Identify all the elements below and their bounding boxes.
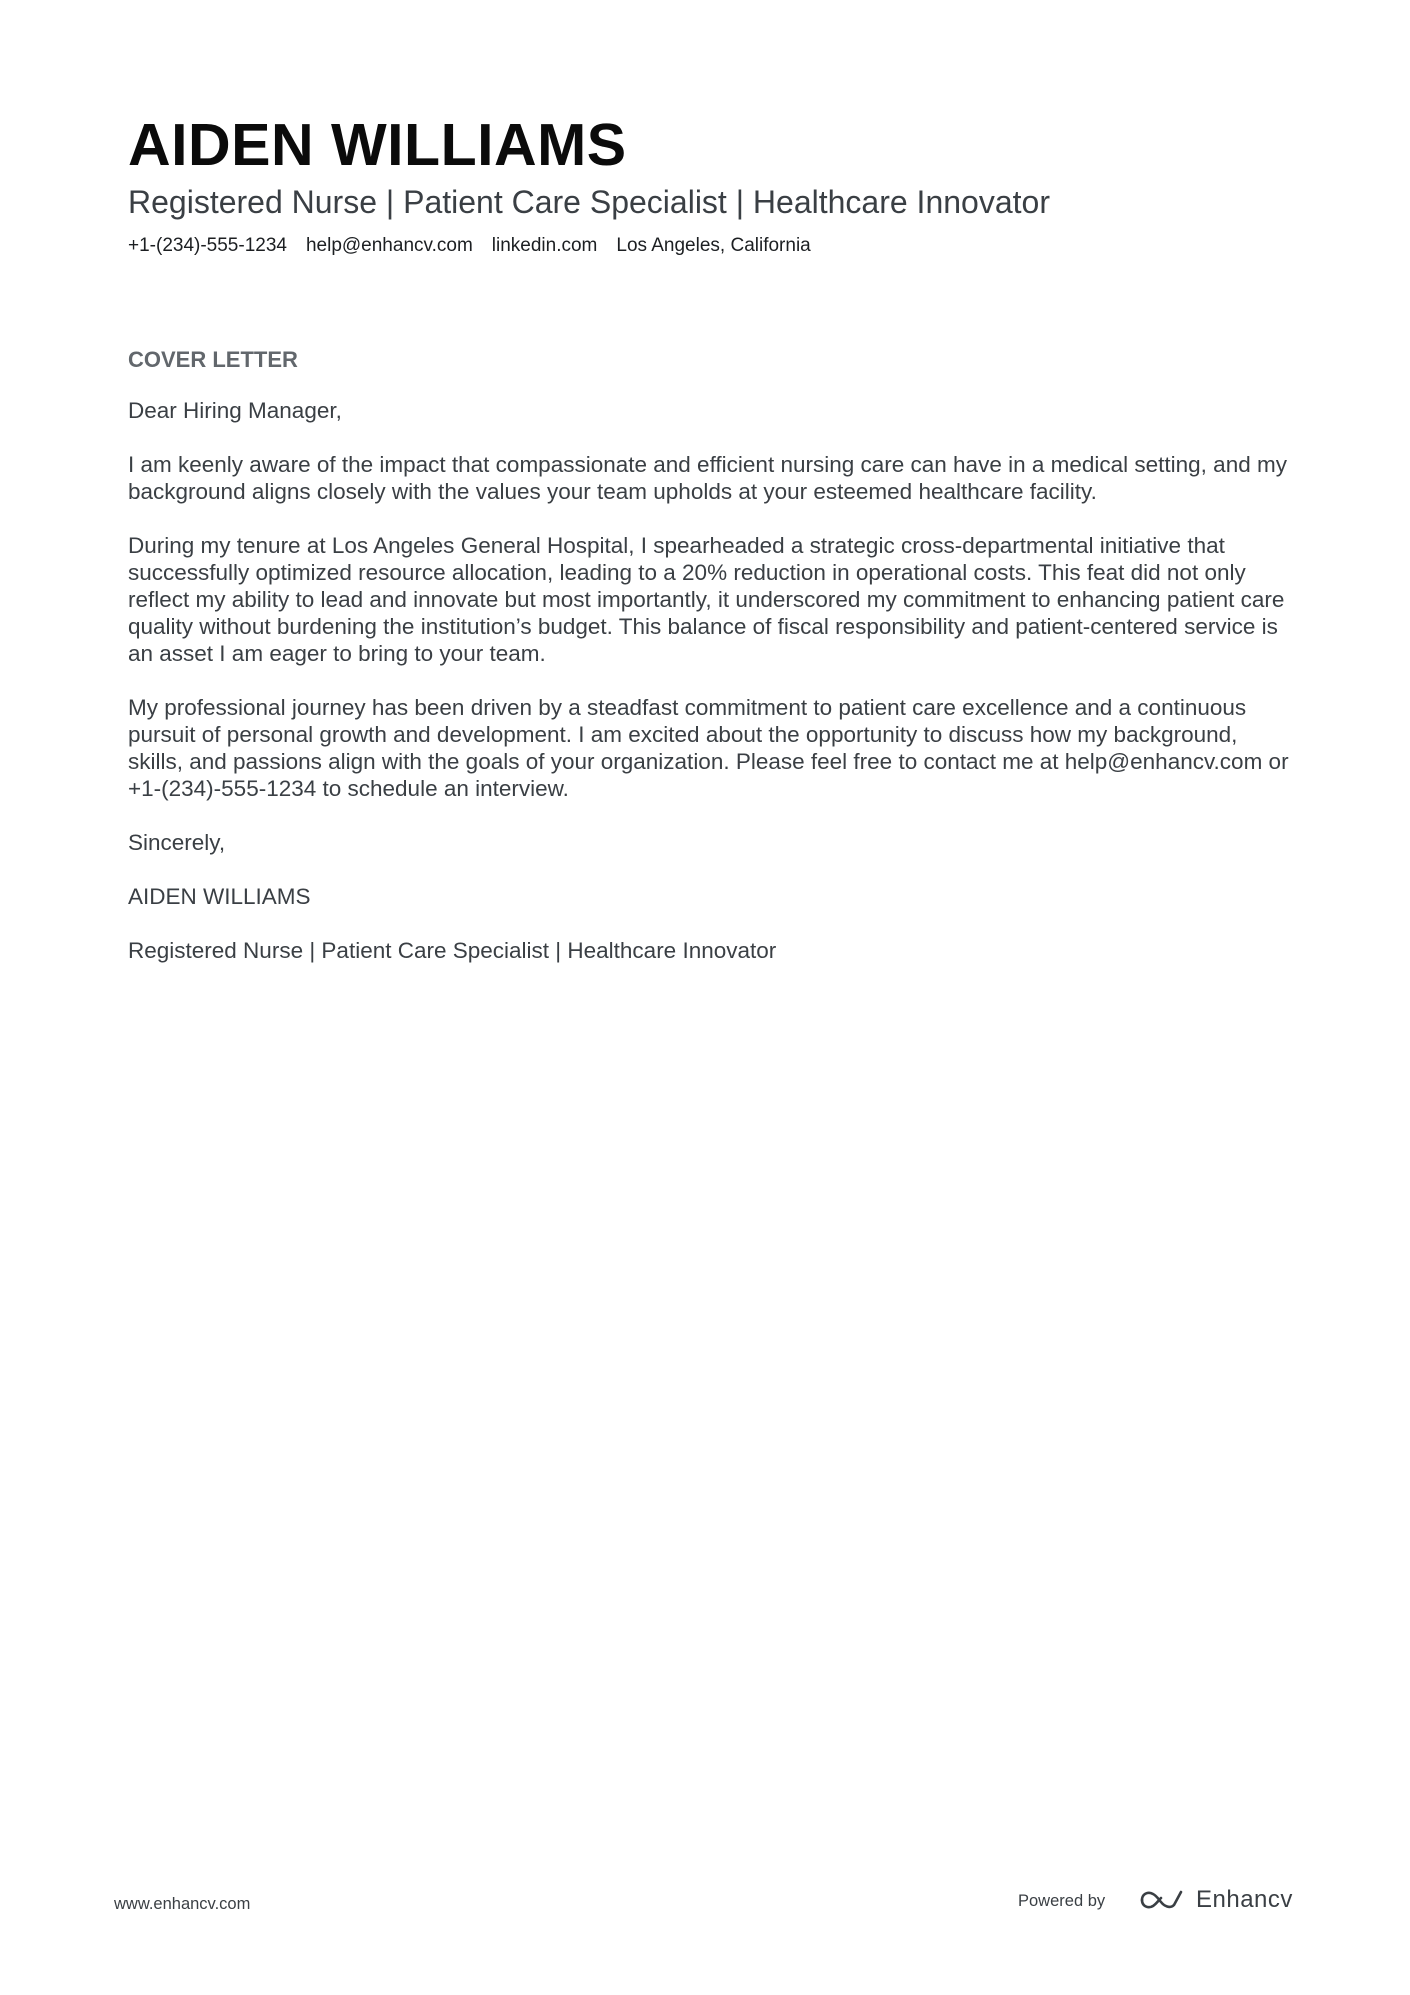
brand-logo[interactable] <box>1138 1882 1293 1918</box>
closing: Sincerely, <box>128 830 226 855</box>
section-title: COVER LETTER <box>128 347 298 372</box>
enhancv-logo-icon <box>1138 1888 1184 1912</box>
contact-phone[interactable]: +1-(234)-555-1234 <box>128 235 287 256</box>
brand-name: Enhancv <box>1196 1886 1293 1913</box>
contact-bar <box>128 233 811 259</box>
letter-body <box>128 397 1298 991</box>
footer-website-link[interactable]: www.enhancv.com <box>114 1895 251 1913</box>
powered-by-label: Powered by <box>1018 1892 1106 1910</box>
contact-linkedin[interactable]: linkedin.com <box>491 235 598 256</box>
letter-paragraph-2: During my tenure at Los Angeles General Hospital, I spearheaded a strategic cross-departmental initiative that successfully optimized resource allocation, leading to a 20% reduction in operational costs. This feat did not only reflect my ability to lead and innovate but most importantly, it underscored my commitment to enhancing patient care quality without burdening the institution’s budget. This balance of fiscal responsibility and patient-centered service is an asset I am eager to bring to your team. <box>128 533 1285 666</box>
applicant-headline: Registered Nurse | Patient Care Specialist | Healthcare Innovator <box>128 184 1050 220</box>
applicant-name: AIDEN WILLIAMS <box>128 112 627 178</box>
contact-location: Los Angeles, California <box>616 235 811 256</box>
signature-name: AIDEN WILLIAMS <box>128 884 311 909</box>
contact-email[interactable]: help@enhancv.com <box>305 235 473 256</box>
salutation: Dear Hiring Manager, <box>128 398 342 423</box>
letter-paragraph-1: I am keenly aware of the impact that compassionate and efficient nursing care can have in a medical setting, and my background aligns closely with the values your team upholds at your esteemed healthcare facility. <box>128 452 1287 504</box>
letter-paragraph-3: My professional journey has been driven by a steadfast commitment to patient care excellence and a continuous pursuit of personal growth and development. I am excited about the opportunity to discuss how my background, skills, and passions align with the goals of your organization. Please feel free to contact me at help@enhancv.com or +1-(234)-555-1234 to schedule an interview. <box>128 695 1289 801</box>
signature-title: Registered Nurse | Patient Care Specialist | Healthcare Innovator <box>128 938 777 963</box>
